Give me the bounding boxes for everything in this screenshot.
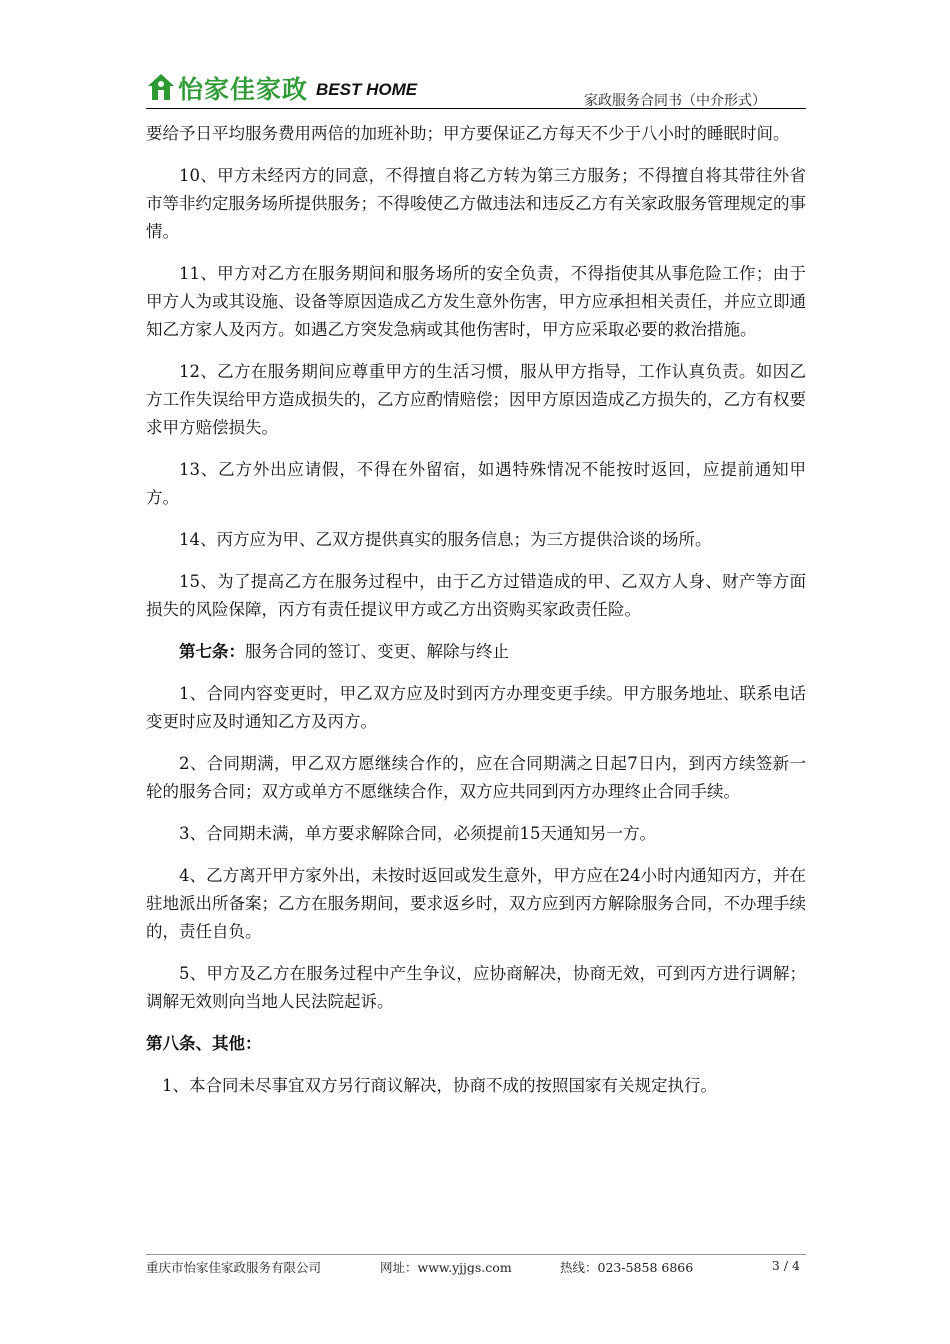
paragraph-text: 10、甲方未经丙方的同意，不得擅自将乙方转为第三方服务；不得擅自将其带往外省市等非约定服务场所提供服务；不得唆使乙方做违法和违反乙方有关家政服务管理规定的事情。 <box>146 166 806 241</box>
paragraph <box>146 1072 806 1100</box>
paragraph-text: 14、丙方应为甲、乙双方提供真实的服务信息；为三方提供洽谈的场所。 <box>179 530 712 549</box>
paragraph-text: 1、合同内容变更时，甲乙双方应及时到丙方办理变更手续。甲方服务地址、联系电话变更时应及时通知乙方及丙方。 <box>146 684 806 731</box>
footer-page-number: 3 / 4 <box>771 1258 800 1273</box>
paragraph <box>146 568 806 624</box>
paragraph <box>146 526 806 554</box>
paragraph-text: 4、乙方离开甲方家外出，未按时返回或发生意外，甲方应在24小时内通知丙方，并在驻地派出所备案；乙方在服务期间，要求返乡时，双方应到丙方解除服务合同，不办理手续的，责任自负。 <box>146 866 806 941</box>
paragraph-text: 服务合同的签订、变更、解除与终止 <box>245 642 509 661</box>
company-logo <box>146 70 417 106</box>
paragraph <box>146 120 806 148</box>
house-icon <box>146 72 176 104</box>
paragraph <box>146 162 806 246</box>
document-title: 家政服务合同书（中介形式） <box>584 93 766 109</box>
paragraph-text: 13、乙方外出应请假，不得在外留宿，如遇特殊情况不能按时返回，应提前通知甲方。 <box>146 460 806 507</box>
paragraph-text: 5、甲方及乙方在服务过程中产生争议，应协商解决，协商无效，可到丙方进行调解；调解无效则向当地人民法院起诉。 <box>146 964 806 1011</box>
paragraph-text: 1、本合同未尽事宜双方另行商议解决，协商不成的按照国家有关规定执行。 <box>162 1076 717 1095</box>
section-heading: 第八条、其他： <box>146 1034 262 1053</box>
footer-divider <box>146 1254 806 1255</box>
paragraph <box>146 1030 806 1058</box>
paragraph <box>146 862 806 946</box>
paragraph <box>146 638 806 666</box>
paragraph-text: 要给予日平均服务费用两倍的加班补助；甲方要保证乙方每天不少于八小时的睡眠时间。 <box>146 124 790 143</box>
logo-chinese-text: 怡家佳家政 <box>178 75 309 104</box>
footer-hotline: 热线：023-5858 6866 <box>560 1260 694 1275</box>
paragraph <box>146 750 806 806</box>
paragraph-text: 11、甲方对乙方在服务期间和服务场所的安全负责，不得指使其从事危险工作；由于甲方人为或其设施、设备等原因造成乙方发生意外伤害，甲方应承担相关责任，并应立即通知乙方家人及丙方。如遇乙方突发急病或其他伤害时，甲方应采取必要的救治措施。 <box>146 264 806 339</box>
header-divider <box>146 108 806 109</box>
paragraph <box>146 960 806 1016</box>
page-header <box>146 64 806 110</box>
section-heading: 第七条： <box>179 642 245 661</box>
paragraph <box>146 680 806 736</box>
paragraph <box>146 358 806 442</box>
page-footer <box>146 1254 806 1278</box>
document-body <box>146 120 806 1114</box>
footer-company: 重庆市怡家佳家政服务有限公司 <box>146 1260 322 1275</box>
paragraph <box>146 456 806 512</box>
paragraph-text: 2、合同期满，甲乙双方愿继续合作的，应在合同期满之日起7日内，到丙方续签新一轮的服务合同；双方或单方不愿继续合作，双方应共同到丙方办理终止合同手续。 <box>146 754 806 801</box>
paragraph-text: 3、合同期未满，单方要求解除合同，必须提前15天通知另一方。 <box>179 824 656 843</box>
logo-english-text: BEST HOME <box>316 80 418 99</box>
paragraph-text: 12、乙方在服务期间应尊重甲方的生活习惯，服从甲方指导，工作认真负责。如因乙方工作失误给甲方造成损失的，乙方应酌情赔偿；因甲方原因造成乙方损失的，乙方有权要求甲方赔偿损失。 <box>146 362 806 437</box>
paragraph-text: 15、为了提高乙方在服务过程中，由于乙方过错造成的甲、乙双方人身、财产等方面损失的风险保障，丙方有责任提议甲方或乙方出资购买家政责任险。 <box>146 572 806 619</box>
footer-website: 网址：www.yjjgs.com <box>380 1260 512 1275</box>
paragraph <box>146 820 806 848</box>
paragraph <box>146 260 806 344</box>
